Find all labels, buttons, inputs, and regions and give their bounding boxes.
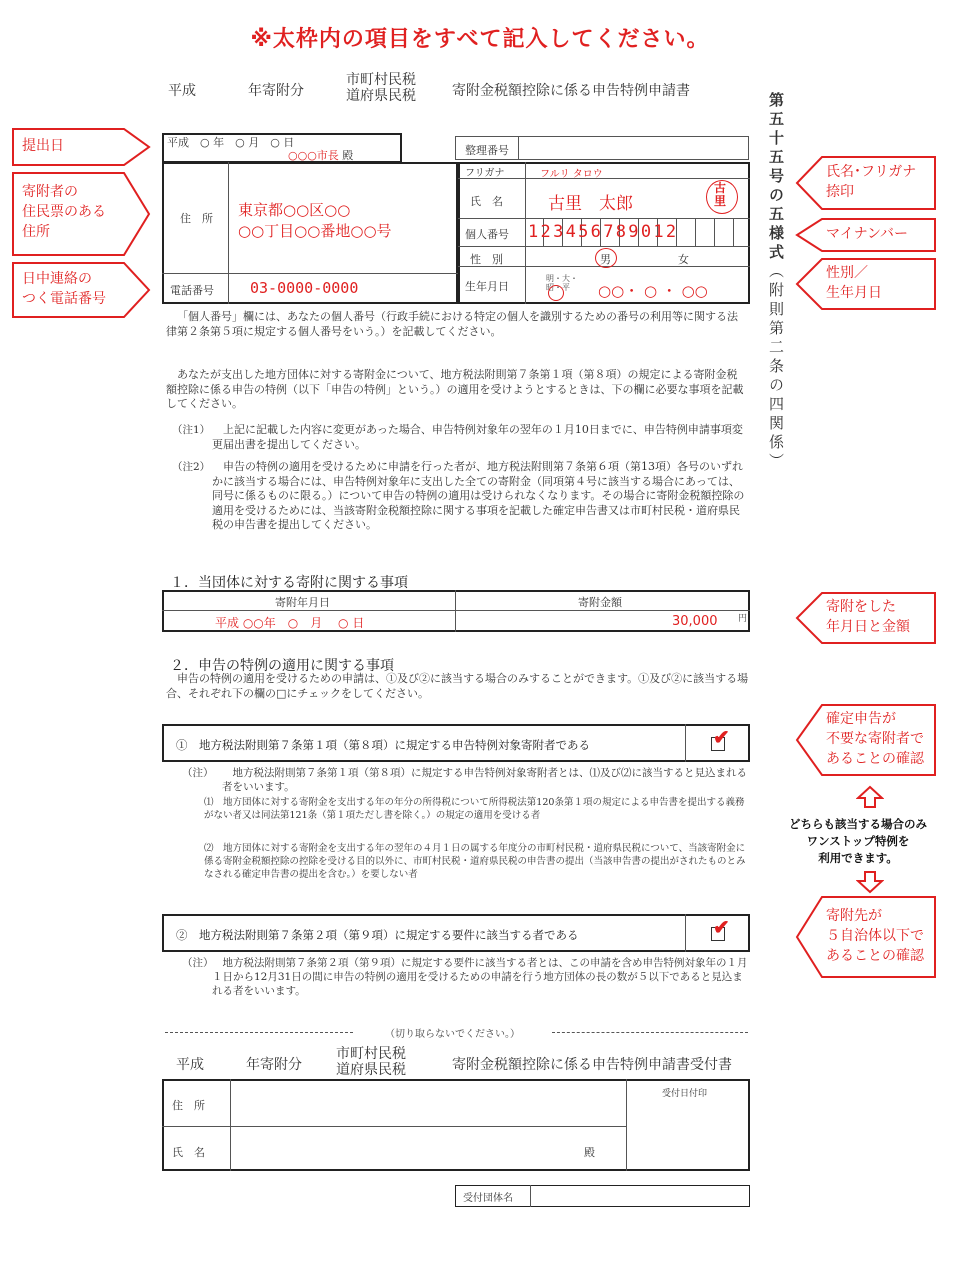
gender-selected-circle	[595, 248, 617, 268]
cut-line-right	[552, 1032, 748, 1033]
note1-text: 上記に記載した内容に変更があった場合、申告特例対象年の翌年の１月10日までに、申告特例申請事項変更届出書を提出してください。	[212, 423, 743, 451]
seal-text: 古里	[714, 181, 727, 208]
receipt-honorific: 殿	[584, 1146, 595, 1159]
address-label: 住 所	[180, 212, 213, 225]
donation-amount-field[interactable]: 30,000	[672, 614, 718, 629]
receipt-stamp-label: 受付日付印	[662, 1089, 708, 1099]
address-field[interactable]	[238, 200, 392, 242]
callout-gender-birth: 性別／ 生年月日	[796, 258, 936, 310]
item2-note: 地方税法附則第７条第２項（第９項）に規定する要件に該当する者とは、この申請を含め申告特例対象年の１月１日から12月31日の間に申告の特例の適用を受けるための申請を行う地方団体の長の数が５以下であると見込まれる者をいいます。	[212, 957, 748, 997]
form-title: 寄附金税額控除に係る申告特例申請書	[452, 83, 690, 99]
form-era: 平成	[168, 83, 196, 99]
section1-heading: １．当団体に対する寄附に関する事項	[170, 575, 408, 591]
ref-divider	[518, 136, 519, 160]
receipt-name-label: 氏 名	[172, 1146, 205, 1159]
furigana-label: フリガナ	[465, 168, 505, 179]
phone-label: 電話番号	[170, 284, 214, 297]
receipt-tax-line-1: 市町村民税	[336, 1046, 406, 1062]
callout-phone: 日中連絡の つく電話番号	[12, 262, 150, 318]
submission-date[interactable]	[167, 134, 294, 150]
item2-note-label: （注）	[182, 957, 214, 969]
cut-note: （切り取らないでください。）	[385, 1029, 520, 1040]
item1-note-label: （注）	[182, 767, 214, 779]
mynumber-note: 「個人番号」欄には、あなたの個人番号（行政手続における特定の個人を識別するための番号の利用等に関する法律第２条第５項に規定する個人番号をいう。）を記載してください。	[166, 310, 738, 338]
receiving-org-label: 受付団体名	[463, 1193, 513, 1204]
callout-no-tax-return: 確定申告が 不要な寄附者で あることの確認	[796, 704, 936, 776]
receipt-tax-line-2: 道府県民税	[336, 1062, 406, 1078]
address-line-1: 東京都○○区○○	[238, 201, 351, 219]
receipt-year-part: 年寄附分	[246, 1057, 302, 1073]
section2-desc: 申告の特例の適用を受けるための申請は、①及び②に該当する場合のみすることができます。①及び②に該当する場合、それぞれ下の欄の□にチェックをしてください。	[166, 672, 749, 700]
name-label: 氏 名	[470, 195, 503, 208]
donation-table-col-divider	[455, 590, 456, 632]
receipt-address-label: 住 所	[172, 1099, 205, 1112]
birth-label: 生年月日	[465, 280, 509, 293]
mynumber-field[interactable]: 123456789012	[528, 222, 679, 242]
section2-heading: ２．申告の特例の適用に関する事項	[170, 658, 394, 674]
form-year-part: 年寄附分	[248, 83, 304, 99]
item1-sub2: ⑵ 地方団体に対する寄附金を支出する年の翌年の４月１日の属する年度分の市町村民税・道府県民税について、当該寄附金に係る寄附金税額控除の控除を受ける目的以外に、市町村民税・道府県民税の申告書の提出（当該申告書の提出がされたものとみなされる確定申告書の提出を含む。）を要しない者	[204, 843, 746, 880]
item1-divider	[685, 724, 686, 762]
receipt-title: 寄附金税額控除に係る申告特例申請書受付書	[452, 1057, 732, 1073]
donation-date-header: 寄附年月日	[275, 596, 330, 609]
ref-number-label: 整理番号	[465, 144, 509, 157]
note1-label: （注1）	[172, 424, 211, 436]
instruction-banner: ※太枠内の項目をすべて記入してください。	[250, 27, 710, 52]
era-selected-circle	[548, 285, 564, 301]
intro-text: あなたが支出した地方団体に対する寄附金について、地方税法附則第７条第１項（第８項）の規定による寄附金税額控除に係る申告の特例（以下「申告の特例」という。）の適用を受けようとするときは、下の欄に必要な事項を記載してください。	[166, 368, 744, 410]
era-options[interactable]: 明・大・昭・平	[546, 274, 578, 292]
receiving-org-divider	[530, 1185, 531, 1207]
gender-label: 性 別	[470, 253, 503, 266]
gender-female[interactable]: 女	[678, 253, 689, 266]
callout-name: 氏名･フリガナ 捺印	[796, 156, 936, 210]
side-form-label	[766, 92, 787, 472]
receipt-row-divider	[162, 1126, 626, 1127]
tax-line-1: 市町村民税	[346, 72, 416, 88]
callout-donation: 寄附をした 年月日と金額	[796, 592, 936, 644]
phone-field[interactable]: 03-0000-0000	[250, 279, 359, 297]
item1-checkmark: ✔	[713, 725, 730, 749]
item1-sub1: ⑴ 地方団体に対する寄附金を支出する年の年分の所得税について所得税法第120条第１項の規定による申告書を提出する義務がない者又は同法第121条（第１項ただし書を除く。）の規定の適用を受ける者	[204, 797, 745, 821]
note2-text: 申告の特例の適用を受けるために申請を行った者が、地方税法附則第７条第６項（第13項）各号のいずれかに該当する場合には、申告特例対象年に支出した全ての寄附金（同項第４号に該当する場合にあっては、同号に係るものに限る。）について申告の特例の適用は受けられなくなります。その場合に寄附金税額控除の適用を受けるためには、当該寄附金税額控除に関する事項を記載した確定申告書又は市町村民税・道府県民税の申告書を提出してください。	[212, 460, 745, 531]
addressee	[288, 147, 353, 163]
item2-text: ② 地方税法附則第７条第２項（第９項）に規定する要件に該当する者である	[176, 928, 579, 942]
item2-divider	[685, 914, 686, 952]
side-form-note: （附則第二条の四関係）	[767, 263, 785, 472]
form-tax-types	[346, 72, 416, 104]
cut-line-left	[165, 1032, 353, 1033]
mynumber-label: 個人番号	[465, 228, 509, 241]
item1-note: 地方税法附則第７条第１項（第８項）に規定する申告特例対象寄附者とは、⑴及び⑵に該当すると見込まれる者をいいます。	[222, 767, 747, 793]
tax-line-2: 道府県民税	[346, 88, 416, 104]
submission-date-value: 平成 ○ 年 ○ 月 ○ 日	[167, 136, 295, 149]
receipt-stamp-divider	[626, 1079, 627, 1171]
item1-text: ① 地方税法附則第７条第１項（第８項）に規定する申告特例対象寄附者である	[176, 738, 590, 752]
up-arrow-icon	[856, 785, 884, 809]
item2-checkmark: ✔	[713, 915, 730, 939]
donation-date-value: 平成 ○○年 ○ 月 ○ 日	[215, 616, 365, 630]
gender-male[interactable]: 男	[600, 253, 611, 266]
birth-field[interactable]: ○○・ ○ ・ ○○	[598, 282, 708, 300]
callout-submission-date: 提出日	[12, 128, 150, 166]
mynumber-row-divider	[458, 246, 750, 247]
callout-address: 寄附者の 住民票のある 住所	[12, 172, 150, 256]
both-condition-note: どちらも該当する場合のみ ワンストップ特例を 利用できます。	[789, 817, 927, 865]
amount-unit: 円	[738, 614, 748, 624]
donation-date-field[interactable]	[215, 614, 364, 631]
address-divider	[228, 162, 229, 304]
address-line-2: ○○丁目○○番地○○号	[238, 222, 392, 240]
addressee-honorific: 殿	[342, 149, 354, 162]
addressee-name: ○○○市長	[288, 149, 339, 162]
receipt-era: 平成	[176, 1057, 204, 1073]
name-field[interactable]: 古里 太郎	[548, 194, 633, 214]
address-phone-divider	[162, 273, 458, 274]
receipt-tax-types	[336, 1046, 406, 1078]
callout-five-or-less: 寄附先が ５自治体以下で あることの確認	[796, 896, 936, 978]
donation-table-header-divider	[162, 610, 750, 611]
callout-mynumber: マイナンバー	[796, 218, 936, 252]
furigana-field[interactable]: フルリ タロウ	[540, 169, 603, 180]
side-form-number: 第五十五号の五様式	[767, 92, 785, 263]
receipt-label-divider	[230, 1079, 231, 1171]
note2-label: （注2）	[172, 461, 211, 473]
down-arrow-icon	[856, 870, 884, 894]
donation-amount-header: 寄附金額	[578, 596, 622, 609]
